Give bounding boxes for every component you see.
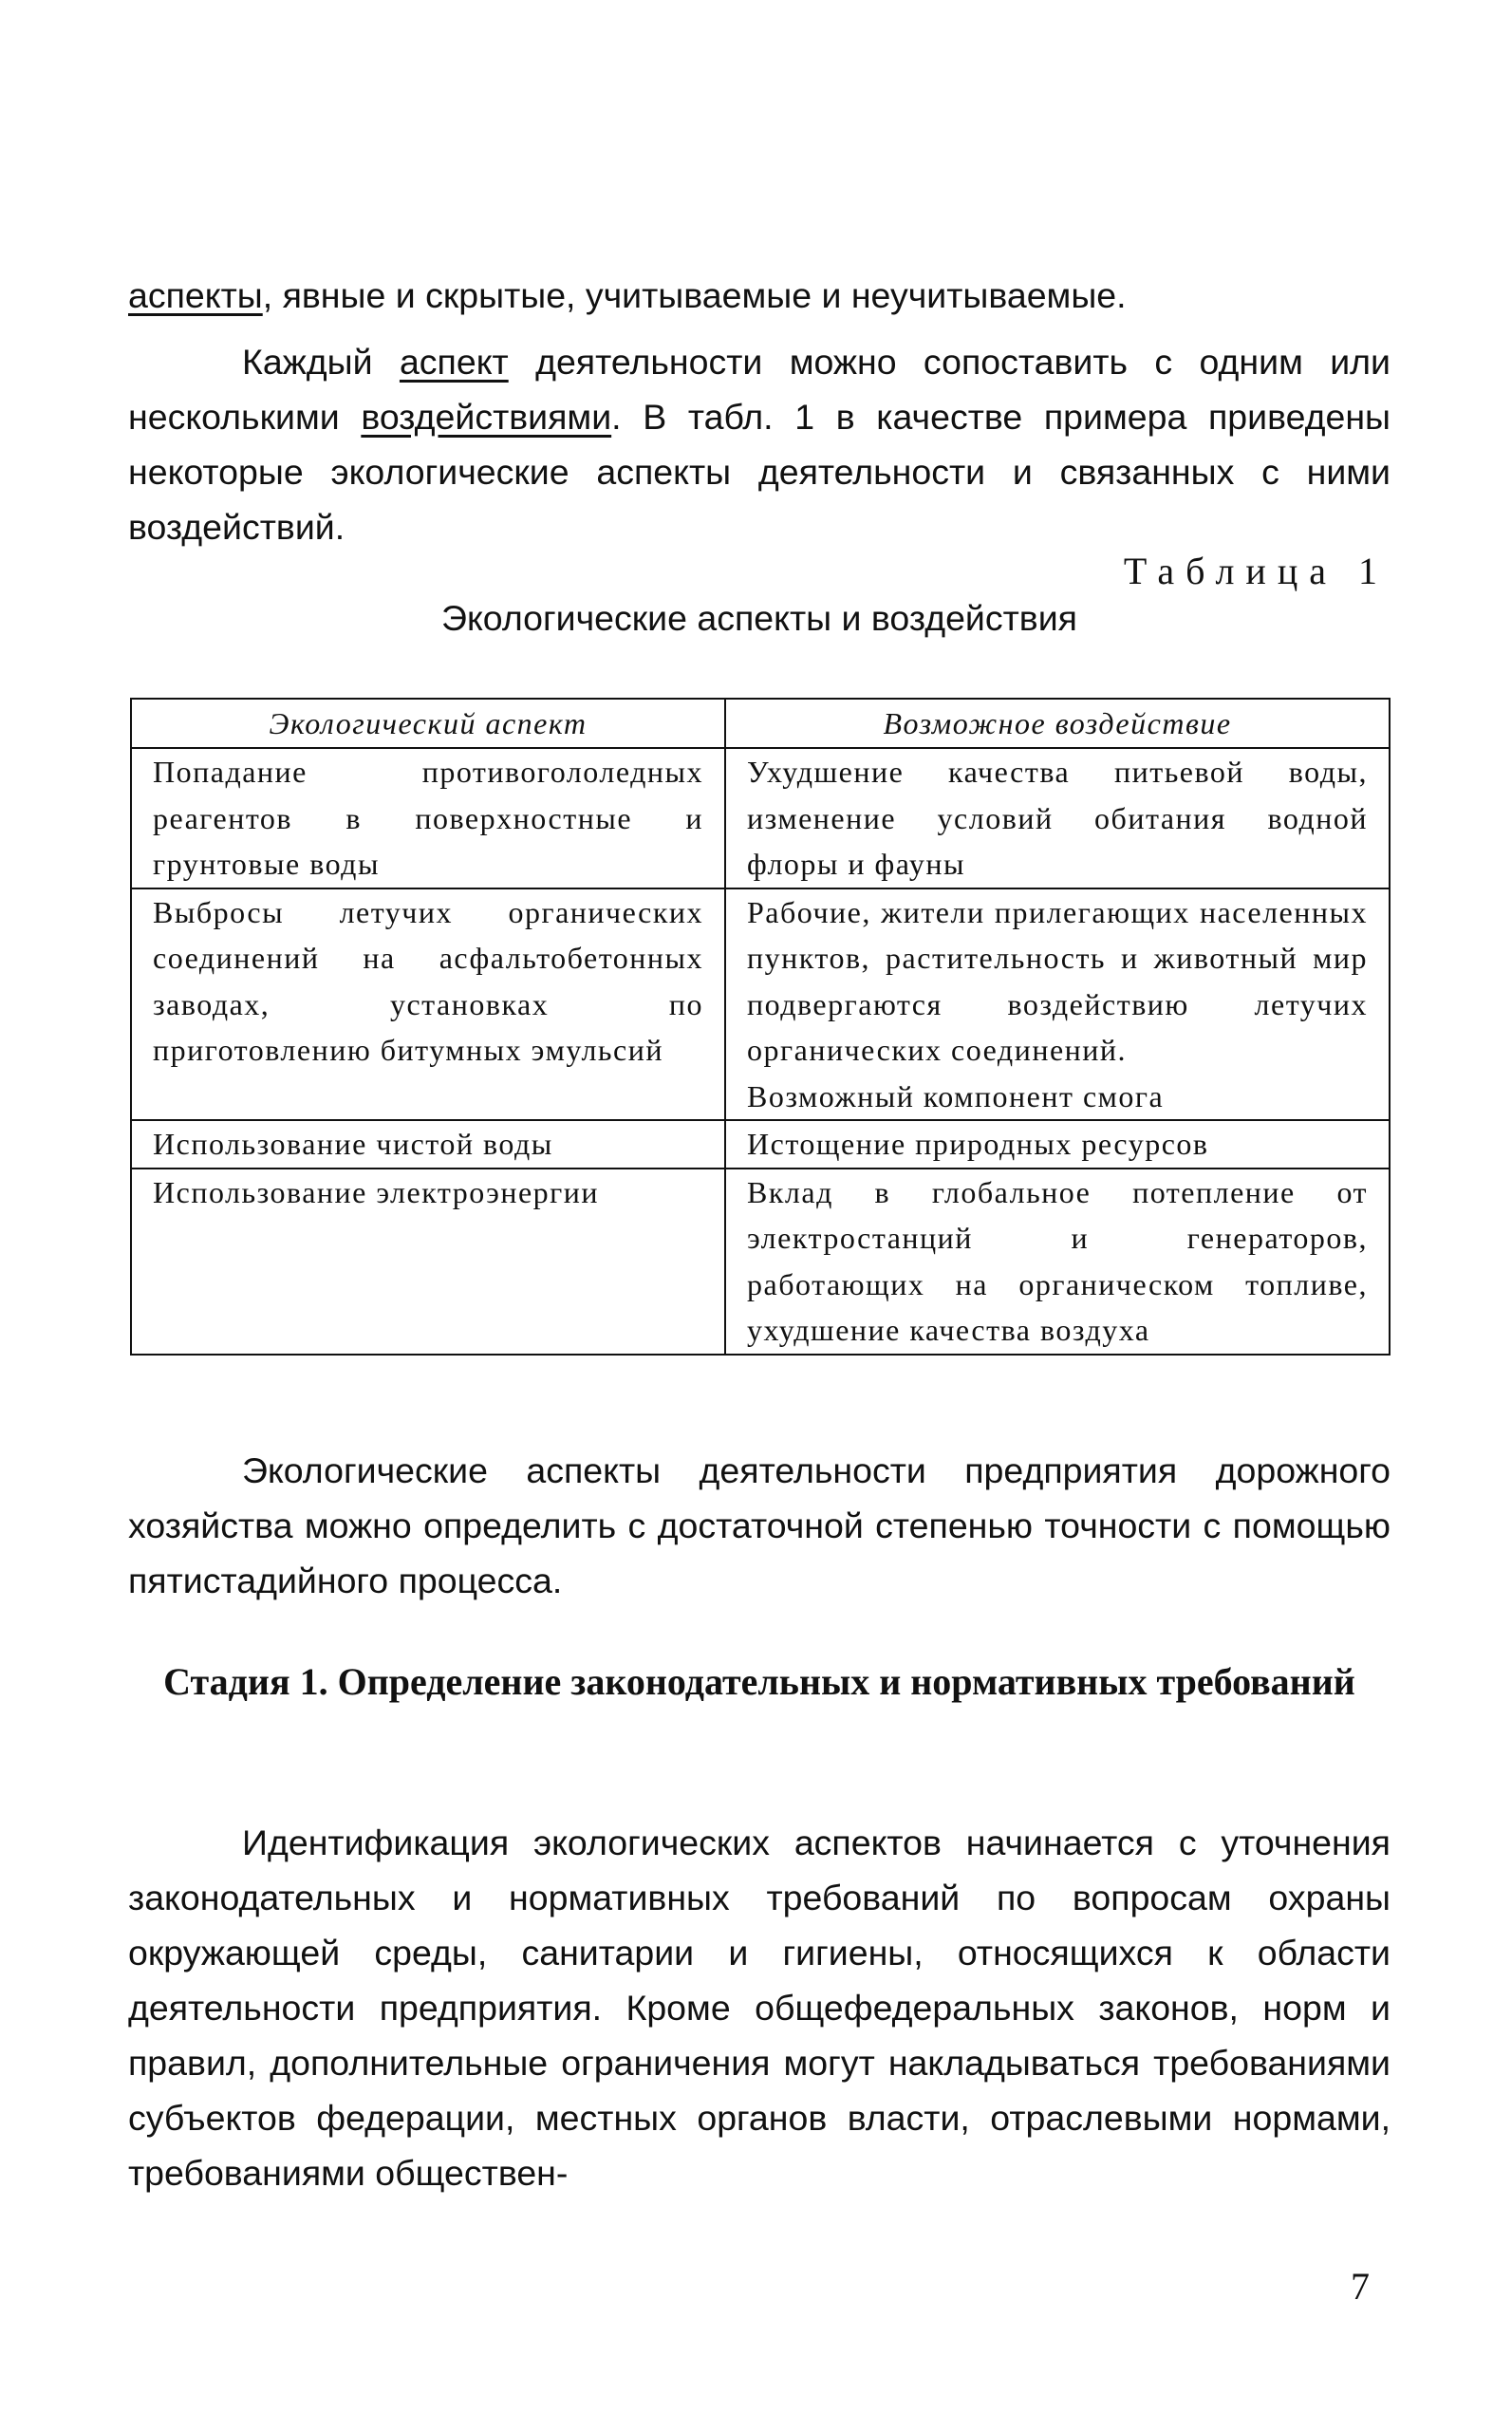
paragraph-aspects-impacts <box>128 334 1391 554</box>
table-row <box>131 748 1390 888</box>
column-header-impact: Возможное воздействие <box>725 699 1390 748</box>
table-row <box>131 888 1390 1121</box>
aspect-cell: Использование электроэнергии <box>131 1169 725 1355</box>
underlined-term-impacts: воздействиями <box>361 397 612 437</box>
impact-text: Рабочие, жители прилегающих населенных пунктов, растительность и животный мир подвергаются воздействию летучих органических соединений. <box>747 894 1368 1067</box>
paragraph-text: деятельности можно сопоставить с одним или несколькими <box>128 342 1391 437</box>
section-heading-stage-1: Стадия 1. Определение законодательных и нормативных требований <box>163 1660 1355 1703</box>
impact-text: Возможный компонент смога <box>747 1078 1165 1113</box>
column-header-aspect: Экологический аспект <box>131 699 725 748</box>
underlined-term-aspects: аспекты <box>128 275 263 315</box>
page-number: 7 <box>1351 2265 1370 2308</box>
impact-cell <box>725 1120 1390 1169</box>
table-row <box>131 1169 1390 1355</box>
aspect-cell: Попадание противогололедных реагентов в поверхностные и грунтовые воды <box>131 748 725 888</box>
paragraph-text: Каждый <box>242 342 400 382</box>
impact-cell <box>725 748 1390 888</box>
impact-text: Истощение природных ресурсов <box>747 1127 1209 1161</box>
paragraph-five-stage-process: Экологические аспекты деятельности предприятия дорожного хозяйства можно определить с достаточной степенью точности с помощью пятистадийного процесса. <box>128 1450 1391 1600</box>
paragraph-text: , явные и скрытые, учитываемые и неучитываемые. <box>262 275 1127 315</box>
impact-text: Ухудшение качества питьевой воды, изменение условий обитания водной флоры и фауны <box>747 755 1368 881</box>
impact-cell <box>725 888 1390 1121</box>
table-row <box>131 1120 1390 1169</box>
paragraph-text: . В табл. 1 в качестве примера приведены некоторые экологические аспекты деятельности и связанных с ними воздействий. <box>128 397 1391 547</box>
aspect-cell: Выбросы летучих органических соединений на асфальтобетонных заводах, установках по приготовлению битумных эмульсий <box>131 888 725 1121</box>
impact-cell <box>725 1169 1390 1355</box>
table-title: Экологические аспекты и воздействия <box>441 598 1077 638</box>
table-number: Таблица 1 <box>1123 550 1389 592</box>
aspect-cell: Использование чистой воды <box>131 1120 725 1169</box>
impact-text: Вклад в глобальное потепление от электростанций и генераторов, работающих на органическом топливе, ухудшение качества воздуха <box>747 1174 1368 1347</box>
table-header-row <box>131 699 1390 748</box>
paragraph-identification: Идентификация экологических аспектов начинается с уточнения законодательных и нормативных требований по вопросам охраны окружающей среды, санитарии и гигиены, относящихся к области деятельности предприятия. Кроме общефедеральных законов, норм и правил, дополнительные ограничения могут накладываться требованиями субъектов федерации, местных органов власти, отраслевыми нормами, требованиями обществен- <box>128 1823 1391 2193</box>
aspects-table <box>130 698 1391 1356</box>
underlined-term-aspect: аспект <box>399 342 509 382</box>
paragraph-intro-continuation <box>128 268 1391 323</box>
